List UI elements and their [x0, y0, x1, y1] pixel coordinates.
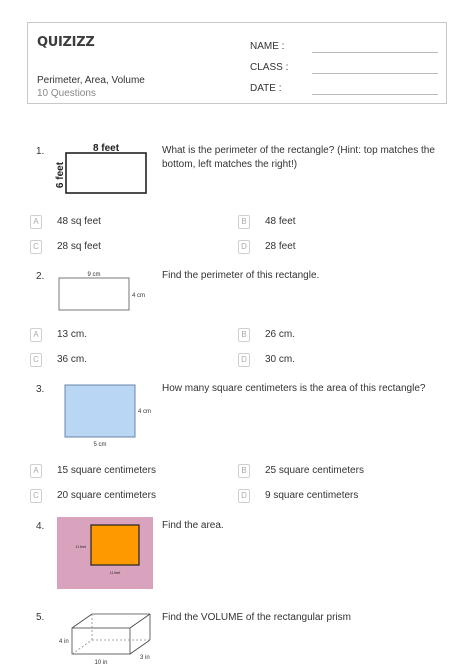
name-label: NAME :: [250, 41, 285, 52]
q3-bottom-label: 5 cm: [93, 442, 107, 448]
option-letter: A: [30, 215, 42, 229]
option-letter: C: [30, 240, 42, 254]
q5-length-label: 10 in: [94, 660, 108, 666]
question-text: How many square centimeters is the area of this rectangle?: [162, 383, 426, 394]
question-number: 1.: [36, 146, 45, 157]
q1-side-label: 6 feet: [55, 161, 66, 189]
name-field[interactable]: [250, 41, 284, 52]
option-text: 30 cm.: [265, 354, 296, 365]
question-text: Find the area.: [162, 520, 224, 531]
q5-height-label: 4 in: [59, 639, 69, 645]
question-number: 4.: [36, 521, 45, 532]
option-text: 28 sq feet: [57, 241, 101, 252]
option-text: 13 cm.: [57, 329, 88, 340]
question-number: 5.: [36, 612, 45, 623]
option-letter: B: [238, 215, 250, 229]
option-letter: C: [30, 489, 42, 503]
option-text: 9 square centimeters: [265, 490, 359, 501]
option-text: 15 square centimeters: [57, 465, 156, 476]
quizizz-logo: QUIZIZZ: [37, 35, 95, 50]
option-text: 48 sq feet: [57, 216, 101, 227]
option-letter: B: [238, 464, 250, 478]
class-field[interactable]: [250, 62, 288, 73]
date-field[interactable]: [250, 83, 281, 94]
option-letter: D: [238, 353, 250, 367]
worksheet-header: [27, 22, 447, 104]
class-line: [312, 73, 438, 74]
q5-figure: [56, 607, 156, 667]
option-letter: D: [238, 240, 250, 254]
option-letter: D: [238, 489, 250, 503]
option-text: 28 feet: [265, 241, 296, 252]
name-line: [312, 52, 438, 53]
option-letter: A: [30, 328, 42, 342]
q5-depth-label: 3 in: [140, 655, 150, 661]
q4-bottom-label: 11 feet: [109, 571, 121, 575]
question-number: 3.: [36, 384, 45, 395]
q1-figure: [55, 140, 150, 196]
option-letter: B: [238, 328, 250, 342]
q4-figure: [57, 517, 153, 589]
option-text: 48 feet: [265, 216, 296, 227]
date-line: [312, 94, 438, 95]
option-letter: A: [30, 464, 42, 478]
q1-top-label: 8 feet: [92, 143, 120, 154]
question-text: What is the perimeter of the rectangle? (Hint: top matches the bottom, left matches the right!): [162, 145, 435, 170]
option-text: 25 square centimeters: [265, 465, 364, 476]
question-count: 10 Questions: [37, 88, 96, 99]
q2-figure: [55, 267, 155, 315]
question-number: 2.: [36, 271, 45, 282]
question-text: Find the perimeter of this rectangle.: [162, 270, 320, 281]
class-label: CLASS :: [250, 62, 289, 73]
option-text: 26 cm.: [265, 329, 296, 340]
option-text: 36 cm.: [57, 354, 88, 365]
q2-top-label: 9 cm: [87, 272, 101, 278]
date-label: DATE :: [250, 83, 282, 94]
question-text: Find the VOLUME of the rectangular prism: [162, 612, 351, 623]
worksheet-title: Perimeter, Area, Volume: [37, 75, 145, 86]
q2-side-label: 4 cm: [132, 293, 146, 299]
q4-side-label: 11 feet: [75, 545, 86, 549]
option-letter: C: [30, 353, 42, 367]
option-text: 20 square centimeters: [57, 490, 156, 501]
q3-figure: [60, 382, 160, 450]
q3-side-label: 4 cm: [138, 409, 152, 415]
